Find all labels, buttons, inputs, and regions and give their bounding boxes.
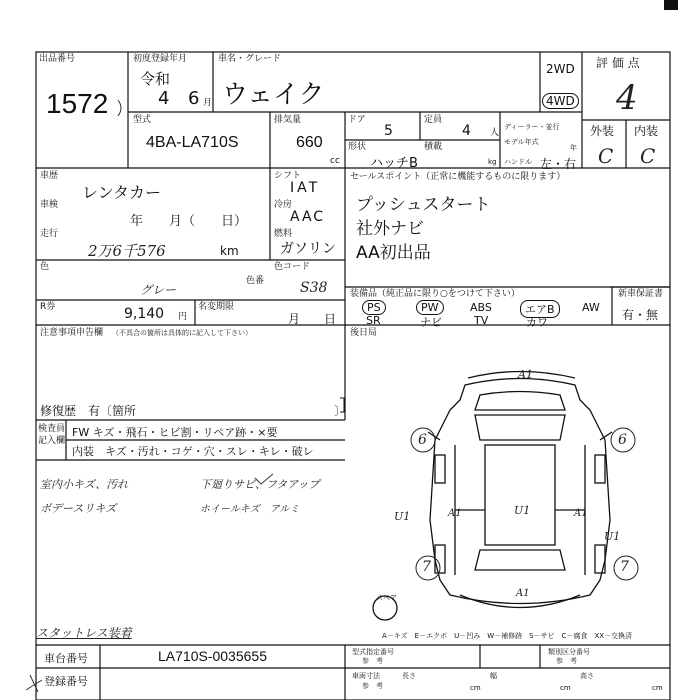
ref-label-3: 参 考 bbox=[362, 682, 383, 690]
ref-label: 参 考 bbox=[362, 657, 383, 665]
interior-label: 内装 bbox=[634, 124, 659, 138]
repair-label: 修復歴 bbox=[40, 404, 77, 418]
length-label: 長さ bbox=[402, 672, 416, 680]
damage-mark: A1 bbox=[516, 588, 530, 599]
spare-label: スペア bbox=[376, 594, 397, 602]
model-name-label: 車名・グレード bbox=[218, 54, 282, 64]
load-label: 積載 bbox=[424, 142, 443, 152]
inspection-label: 車検 bbox=[40, 200, 59, 210]
spec-label: 型式指定番号 bbox=[352, 648, 394, 656]
displacement-label: 排気量 bbox=[274, 115, 302, 125]
km-unit: km bbox=[220, 244, 239, 258]
fuel-label: 燃料 bbox=[274, 229, 293, 239]
inspection-text: 年 月（ 日） bbox=[130, 214, 248, 229]
shift-label: シフト bbox=[274, 171, 302, 181]
kg-unit: kg bbox=[488, 158, 497, 166]
interior-row: 内装 キズ・汚れ・コゲ・穴・スレ・キレ・破レ bbox=[72, 445, 314, 458]
damage-mark: U1 bbox=[604, 530, 621, 543]
model-name: ウェイク bbox=[222, 80, 325, 110]
later-docs-label: 後日局 bbox=[350, 328, 378, 338]
equip-ps: PS bbox=[362, 300, 386, 315]
plate-label: 登録番号 bbox=[44, 675, 88, 688]
inspector-note: ボデースリキズ bbox=[40, 502, 117, 515]
equip-navi: ナビ bbox=[420, 316, 442, 329]
yen-unit: 円 bbox=[178, 312, 188, 322]
color-no-label: 色番 bbox=[246, 276, 265, 286]
color-code-label: 色コード bbox=[274, 262, 311, 272]
equip-tv: TV bbox=[474, 314, 489, 327]
damage-mark: A1 bbox=[574, 508, 588, 519]
sales-point-item: 社外ナビ bbox=[356, 219, 424, 239]
height-label: 高さ bbox=[580, 672, 594, 680]
name-change-value: 月 日 bbox=[288, 312, 337, 326]
car-diagram bbox=[373, 372, 612, 621]
equip-pw: PW bbox=[416, 300, 444, 315]
doors-label: ドア bbox=[348, 115, 366, 125]
recycle-value: 9,140 bbox=[124, 306, 165, 322]
era: 令和 bbox=[140, 70, 171, 88]
ac-value: AAC bbox=[290, 209, 326, 225]
damage-mark: 7 bbox=[620, 559, 629, 575]
ref-label-2: 参 考 bbox=[556, 657, 577, 665]
interior-grade: C bbox=[640, 144, 656, 168]
size-label: 車両寸法 bbox=[352, 672, 380, 680]
signature: スタットレス装着 bbox=[36, 626, 132, 640]
width-label: 幅 bbox=[490, 672, 497, 680]
cm-unit-2: cm bbox=[560, 684, 571, 692]
sales-point-item: プッシュスタート bbox=[356, 195, 491, 215]
cm-unit-3: cm bbox=[652, 684, 663, 692]
displacement: 660 bbox=[296, 134, 323, 151]
chassis-label: 車台番号 bbox=[44, 652, 88, 665]
damage-mark: 6 bbox=[418, 432, 427, 448]
month-unit: 月 bbox=[203, 98, 213, 108]
handle-label: ハンドル bbox=[504, 158, 532, 166]
handle: 左・右 bbox=[540, 157, 577, 171]
ac-label: 冷房 bbox=[274, 200, 293, 210]
sales-point-item: AA初出品 bbox=[356, 243, 431, 263]
certificate-value: 有・無 bbox=[622, 308, 659, 322]
equip-sr: SR bbox=[366, 314, 381, 327]
person-unit: 人 bbox=[490, 128, 500, 138]
reg-month: 6 bbox=[188, 88, 200, 109]
damage-mark: U1 bbox=[394, 510, 411, 523]
exterior-label: 外装 bbox=[590, 124, 615, 138]
type-code: 4BA-LA710S bbox=[146, 134, 239, 151]
history-label: 車歴 bbox=[40, 171, 59, 181]
color-label: 色 bbox=[40, 262, 50, 272]
cm-unit-1: cm bbox=[470, 684, 481, 692]
damage-mark: A1 bbox=[448, 508, 462, 519]
dealer-label: ディーラー・並行 bbox=[504, 123, 560, 131]
lot-label: 出品番号 bbox=[39, 54, 76, 64]
damage-mark: U1 bbox=[514, 504, 531, 517]
type-label: 型式 bbox=[133, 115, 152, 125]
doors: 5 bbox=[384, 123, 393, 139]
damage-mark: A1 bbox=[518, 368, 533, 381]
equip-abs: ABS bbox=[470, 301, 492, 314]
repair-end: 〕 bbox=[334, 404, 347, 418]
score-value: 4 bbox=[616, 78, 638, 118]
certificate-label: 新車保証書 bbox=[618, 289, 664, 299]
equip-leather: カワ bbox=[526, 316, 548, 329]
recycle-label: R券 bbox=[40, 302, 56, 312]
reg-year: 4 bbox=[158, 88, 170, 109]
inspector-note: ホイールキズ アルミ bbox=[200, 504, 300, 515]
equip-aw: AW bbox=[582, 301, 600, 314]
shape: ハッチB bbox=[370, 156, 418, 171]
drive-2wd: 2WD bbox=[546, 62, 575, 76]
fuel-value: ガソリン bbox=[280, 241, 336, 257]
damage-legend: A－キズ E－エクボ U－凹み W－補修跡 S－サビ C－腐食 XX－交換済 bbox=[382, 632, 633, 640]
history-value: レンタカー bbox=[82, 183, 161, 202]
inspector-label-2: 記入欄 bbox=[38, 436, 66, 446]
equip-airbag: エアB bbox=[520, 300, 560, 318]
mileage-label: 走行 bbox=[40, 229, 59, 239]
model-year-label: モデル年式 bbox=[504, 138, 539, 146]
name-change-label: 名変期限 bbox=[198, 302, 235, 312]
repair-value: 有〔箇所 bbox=[88, 404, 137, 418]
inspector-label-1: 検査員 bbox=[38, 424, 66, 434]
shape-label: 形状 bbox=[348, 142, 367, 152]
sales-points-label: セールスポイント（正常に機能するものに限ります） bbox=[350, 172, 566, 182]
color-value: グレー bbox=[140, 283, 177, 297]
capacity: 4 bbox=[462, 123, 471, 139]
category-label: 類別区分番号 bbox=[548, 648, 590, 656]
exterior-grade: C bbox=[598, 144, 614, 168]
lot-number: 1572 bbox=[46, 88, 109, 119]
damage-mark: 6 bbox=[618, 432, 627, 448]
notes-sub: （不具合の箇所は具体的に記入して下さい） bbox=[112, 329, 252, 337]
damage-mark: 7 bbox=[422, 559, 431, 575]
color-code-value: S38 bbox=[300, 280, 328, 296]
notes-label: 注意事項申告欄 bbox=[40, 328, 104, 338]
drive-4wd: 4WD bbox=[542, 93, 579, 109]
inspector-note: 室内小キズ、汚れ bbox=[40, 478, 129, 491]
shift-value: IAT bbox=[290, 180, 321, 196]
inspector-note: 下廻りサビ、フタアップ bbox=[200, 478, 320, 491]
equipment-label: 装備品（純正品に限り○をつけて下さい） bbox=[350, 289, 520, 299]
capacity-label: 定員 bbox=[424, 115, 443, 125]
cc-unit: cc bbox=[330, 156, 340, 166]
fw-row: FW キズ・飛石・ヒビ割・リペア跡・×要 bbox=[72, 426, 278, 439]
year-unit: 年 bbox=[570, 144, 577, 152]
mileage-value: 2万6千576 bbox=[88, 242, 166, 260]
reg-year-label: 初度登録年月 bbox=[133, 54, 188, 64]
score-label: 評 価 点 bbox=[596, 56, 640, 70]
chassis-value: LA710S-0035655 bbox=[158, 648, 267, 664]
